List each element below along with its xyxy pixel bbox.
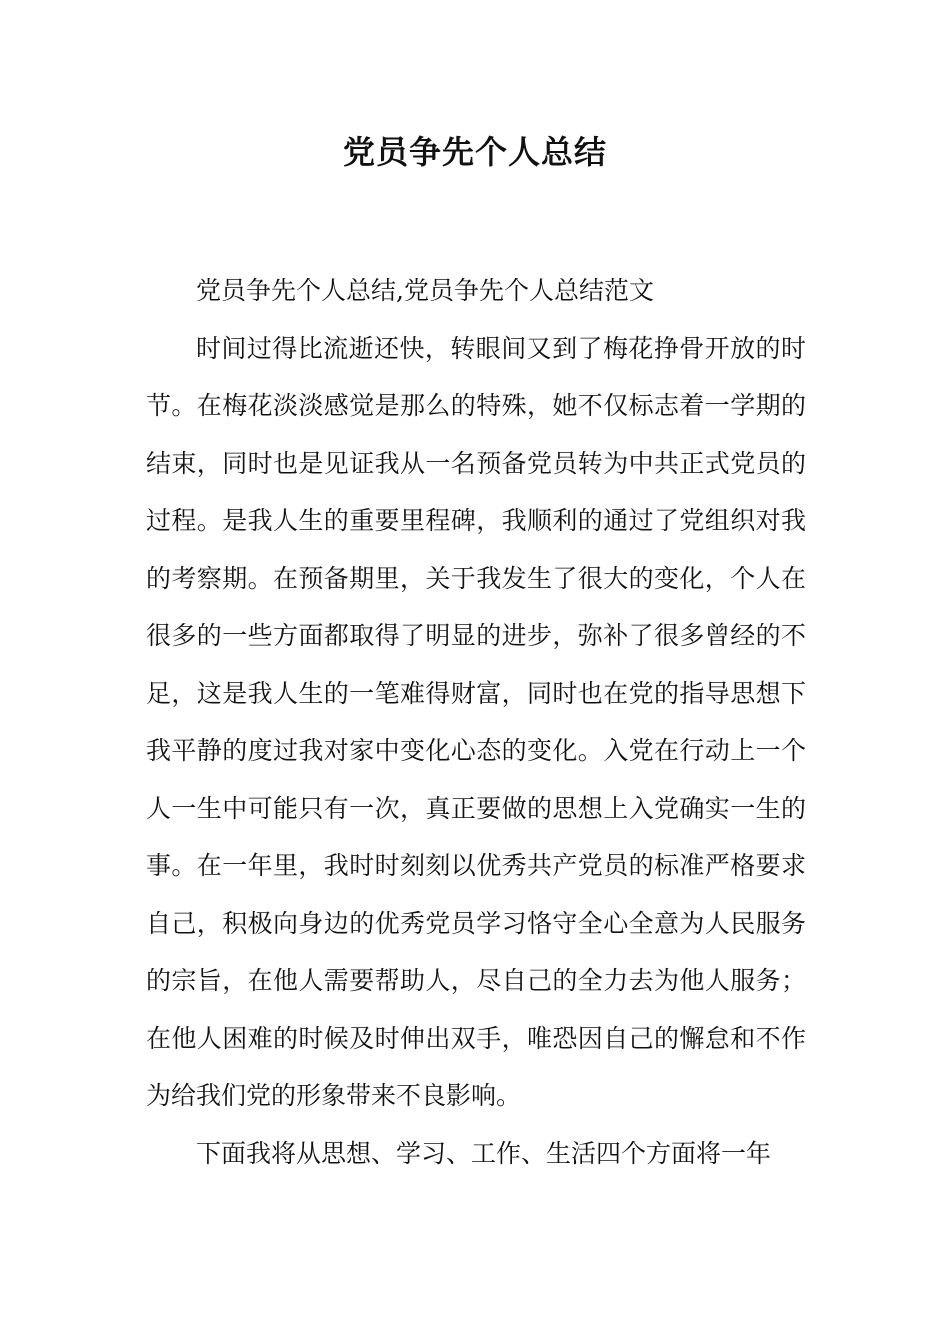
document-body — [146, 262, 806, 1182]
paragraph-main: 时间过得比流逝还快，转眼间又到了梅花挣骨开放的时节。在梅花淡淡感觉是那么的特殊，她不仅标志着一学期的结束，同时也是见证我从一名预备党员转为中共正式党员的过程。是我人生的重要里程碑，我顺利的通过了党组织对我的考察期。在预备期里，关于我发生了很大的变化，个人在很多的一些方面都取得了明显的进步，弥补了很多曾经的不足，这是我人生的一笔难得财富，同时也在党的指导思想下我平静的度过我对家中变化心态的变化。入党在行动上一个人一生中可能只有一次，真正要做的思想上入党确实一生的事。在一年里，我时时刻刻以优秀共产党员的标准严格要求自己，积极向身边的优秀党员学习恪守全心全意为人民服务的宗旨，在他人需要帮助人，尽自己的全力去为他人服务；在他人困难的时候及时伸出双手，唯恐因自己的懈怠和不作为给我们党的形象带来不良影响。 — [146, 333, 806, 1110]
paragraph-subtitle: 党员争先个人总结,党员争先个人总结范文 — [196, 276, 654, 305]
paragraph-continuation: 下面我将从思想、学习、工作、生活四个方面将一年 — [196, 1138, 772, 1168]
document-title: 党员争先个人总结 — [342, 133, 607, 171]
